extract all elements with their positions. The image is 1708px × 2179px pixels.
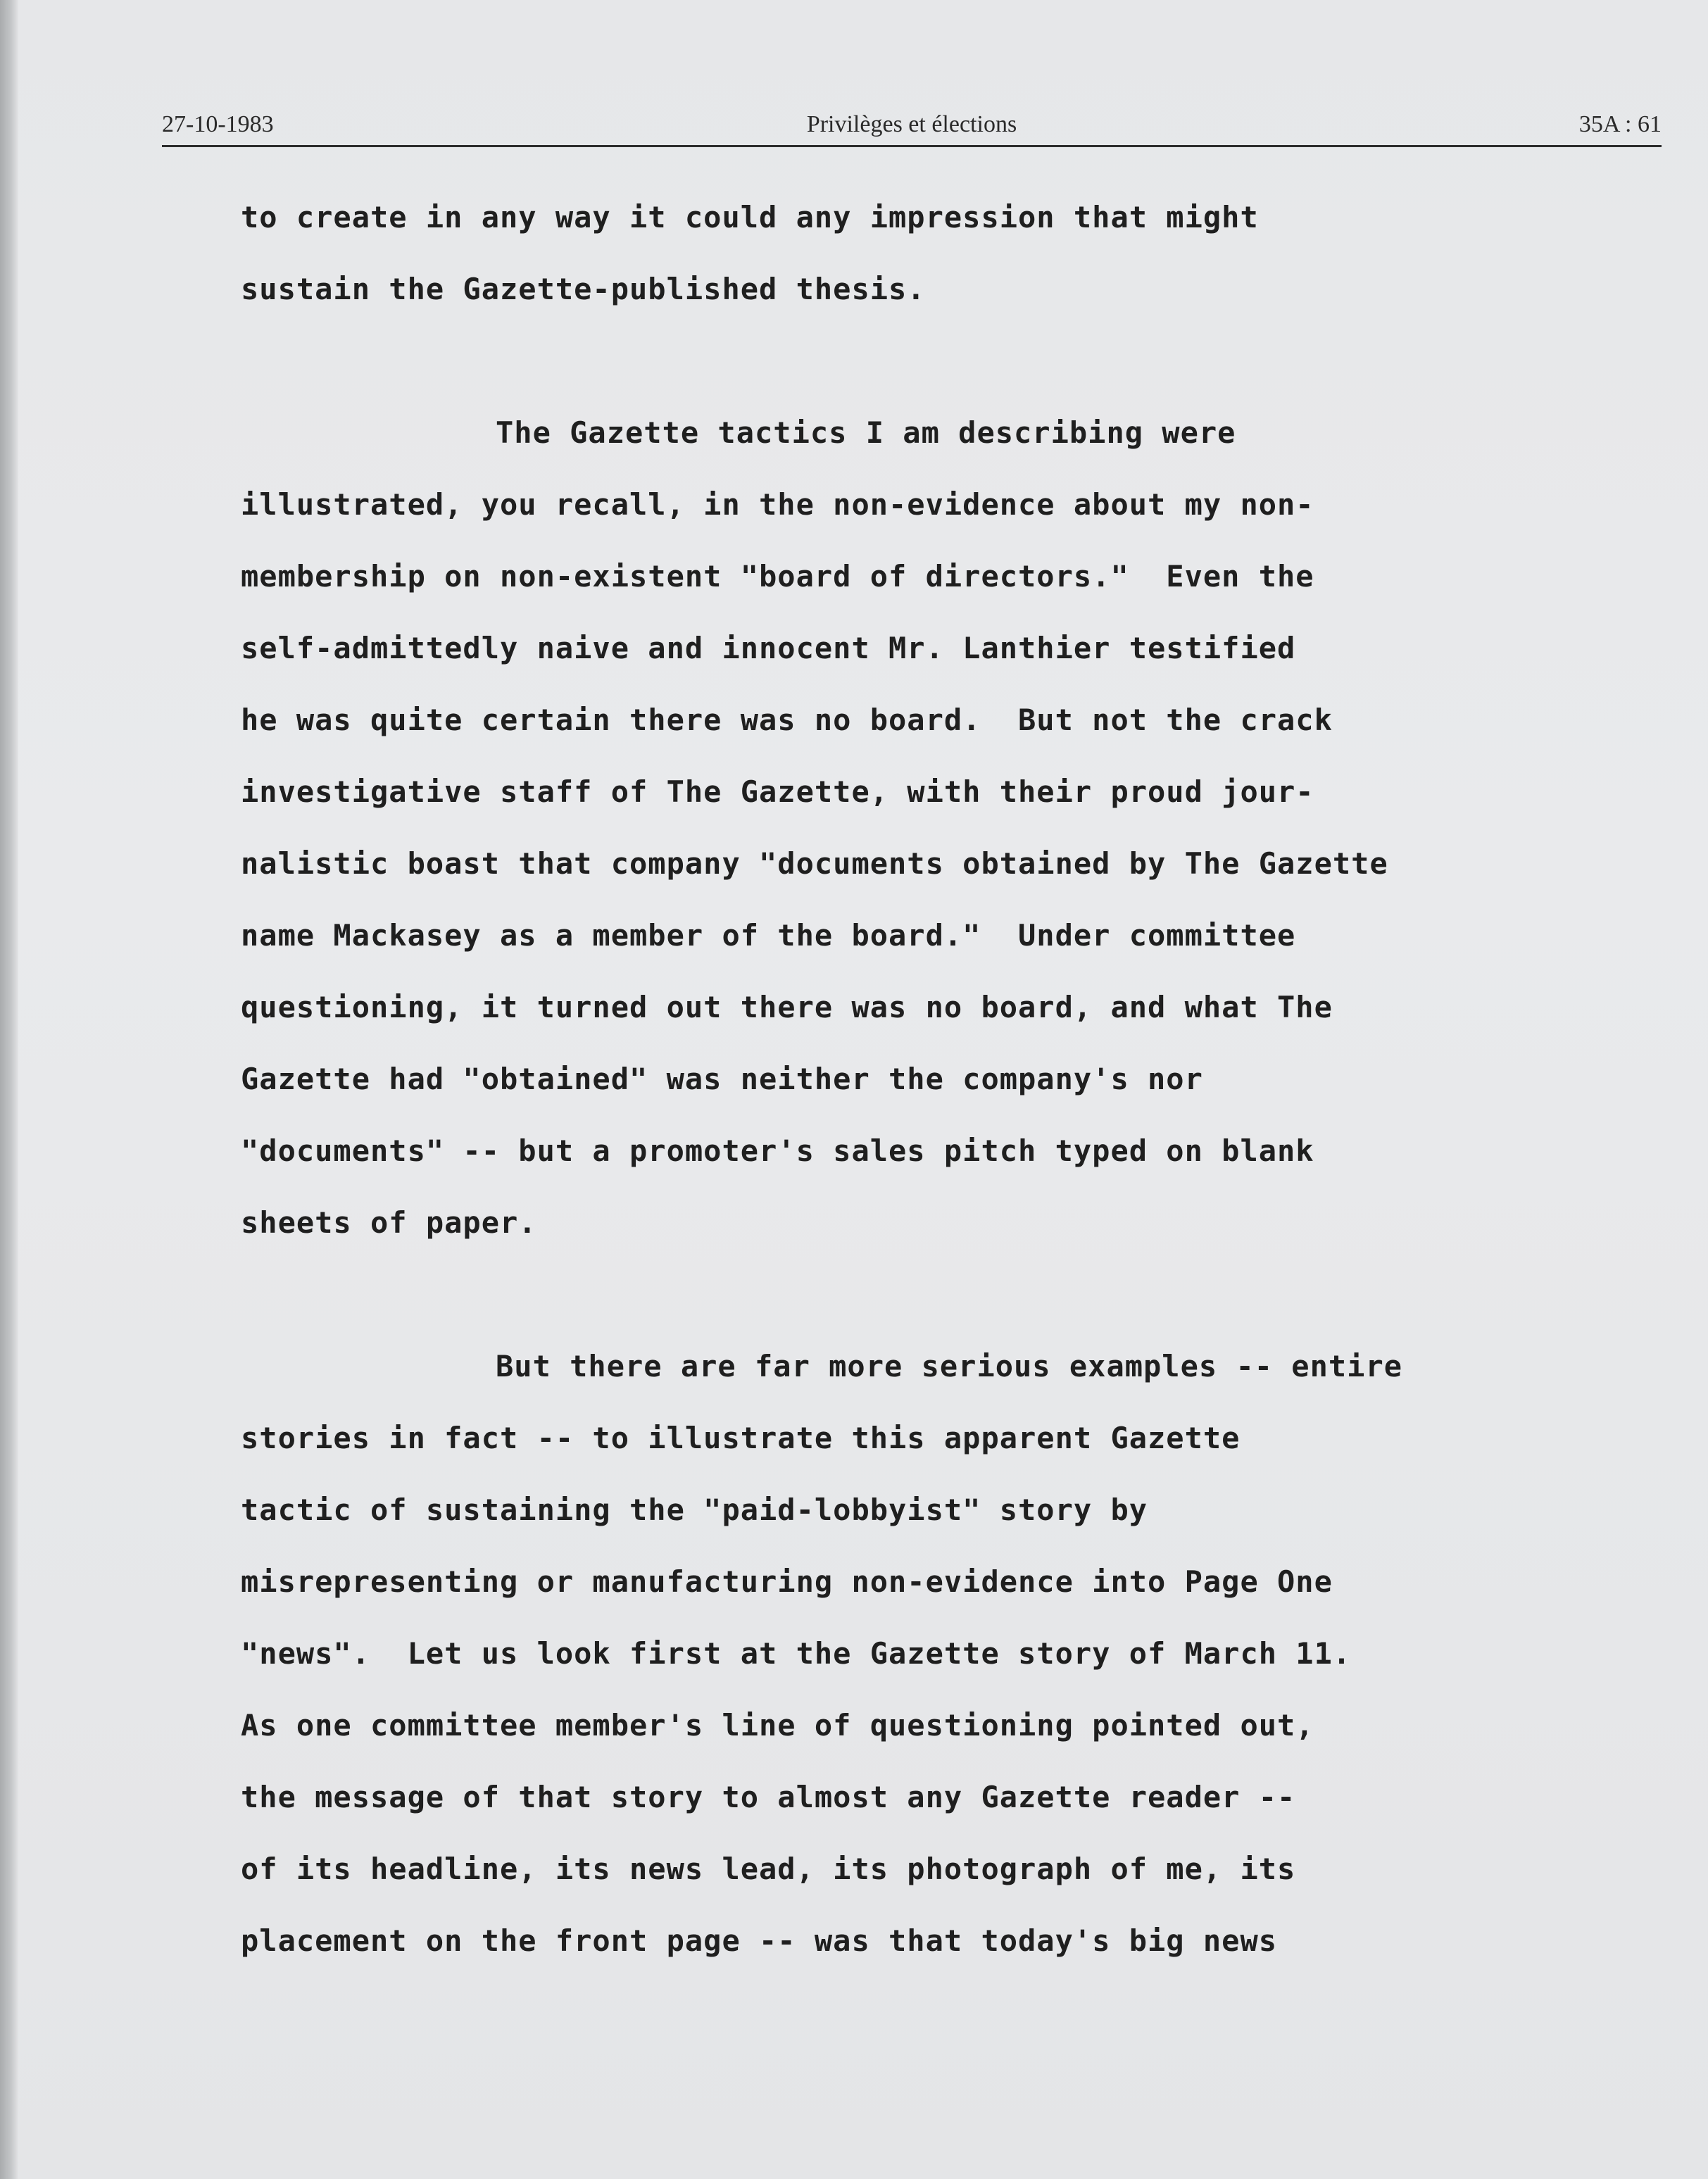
- text-line: [241, 1331, 1635, 1402]
- header-page-ref: 35A : 61: [1578, 111, 1662, 137]
- typed-body-text: [241, 182, 1635, 1977]
- text-line: [241, 397, 1635, 469]
- text-line: of its headline, its news lead, its photograph of me, its: [241, 1852, 1296, 1886]
- text-line: he was quite certain there was no board. But not the crack: [241, 703, 1333, 737]
- text-line: Gazette had "obtained" was neither the company's nor: [241, 1062, 1203, 1096]
- text-line: self-admittedly naive and innocent Mr. Lanthier testified: [241, 631, 1296, 665]
- text-line: sheets of paper.: [241, 1205, 537, 1240]
- text-line-content: But there are far more serious examples -- entire: [496, 1349, 1403, 1383]
- text-line: "documents" -- but a promoter's sales pitch typed on blank: [241, 1134, 1314, 1168]
- text-line: As one committee member's line of questioning pointed out,: [241, 1708, 1314, 1742]
- page-binding-edge: [0, 0, 18, 2179]
- page-header: [162, 106, 1662, 148]
- text-line: tactic of sustaining the "paid-lobbyist" story by: [241, 1493, 1148, 1527]
- header-rule: [162, 145, 1662, 147]
- paragraph-2: [241, 397, 1635, 1259]
- text-line: sustain the Gazette-published thesis.: [241, 272, 926, 306]
- text-line: illustrated, you recall, in the non-evidence about my non-: [241, 487, 1314, 522]
- text-line: misrepresenting or manufacturing non-evidence into Page One: [241, 1564, 1333, 1599]
- text-line: name Mackasey as a member of the board." Under committee: [241, 918, 1296, 953]
- text-line-content: The Gazette tactics I am describing were: [496, 415, 1236, 450]
- text-line: membership on non-existent "board of directors." Even the: [241, 559, 1314, 594]
- text-line: investigative staff of The Gazette, with their proud jour-: [241, 774, 1314, 809]
- text-line: the message of that story to almost any Gazette reader --: [241, 1780, 1296, 1814]
- text-line: nalistic boast that company "documents obtained by The Gazette: [241, 846, 1388, 881]
- header-title: Privilèges et élections: [806, 111, 1017, 137]
- text-line: "news". Let us look first at the Gazette story of March 11.: [241, 1636, 1352, 1671]
- text-line: placement on the front page -- was that today's big news: [241, 1923, 1278, 1958]
- paragraph-1: [241, 182, 1635, 325]
- paragraph-3: [241, 1331, 1635, 1977]
- text-line: to create in any way it could any impression that might: [241, 200, 1259, 234]
- text-line: stories in fact -- to illustrate this apparent Gazette: [241, 1421, 1241, 1455]
- text-line: questioning, it turned out there was no board, and what The: [241, 990, 1333, 1024]
- header-date: 27-10-1983: [162, 111, 274, 137]
